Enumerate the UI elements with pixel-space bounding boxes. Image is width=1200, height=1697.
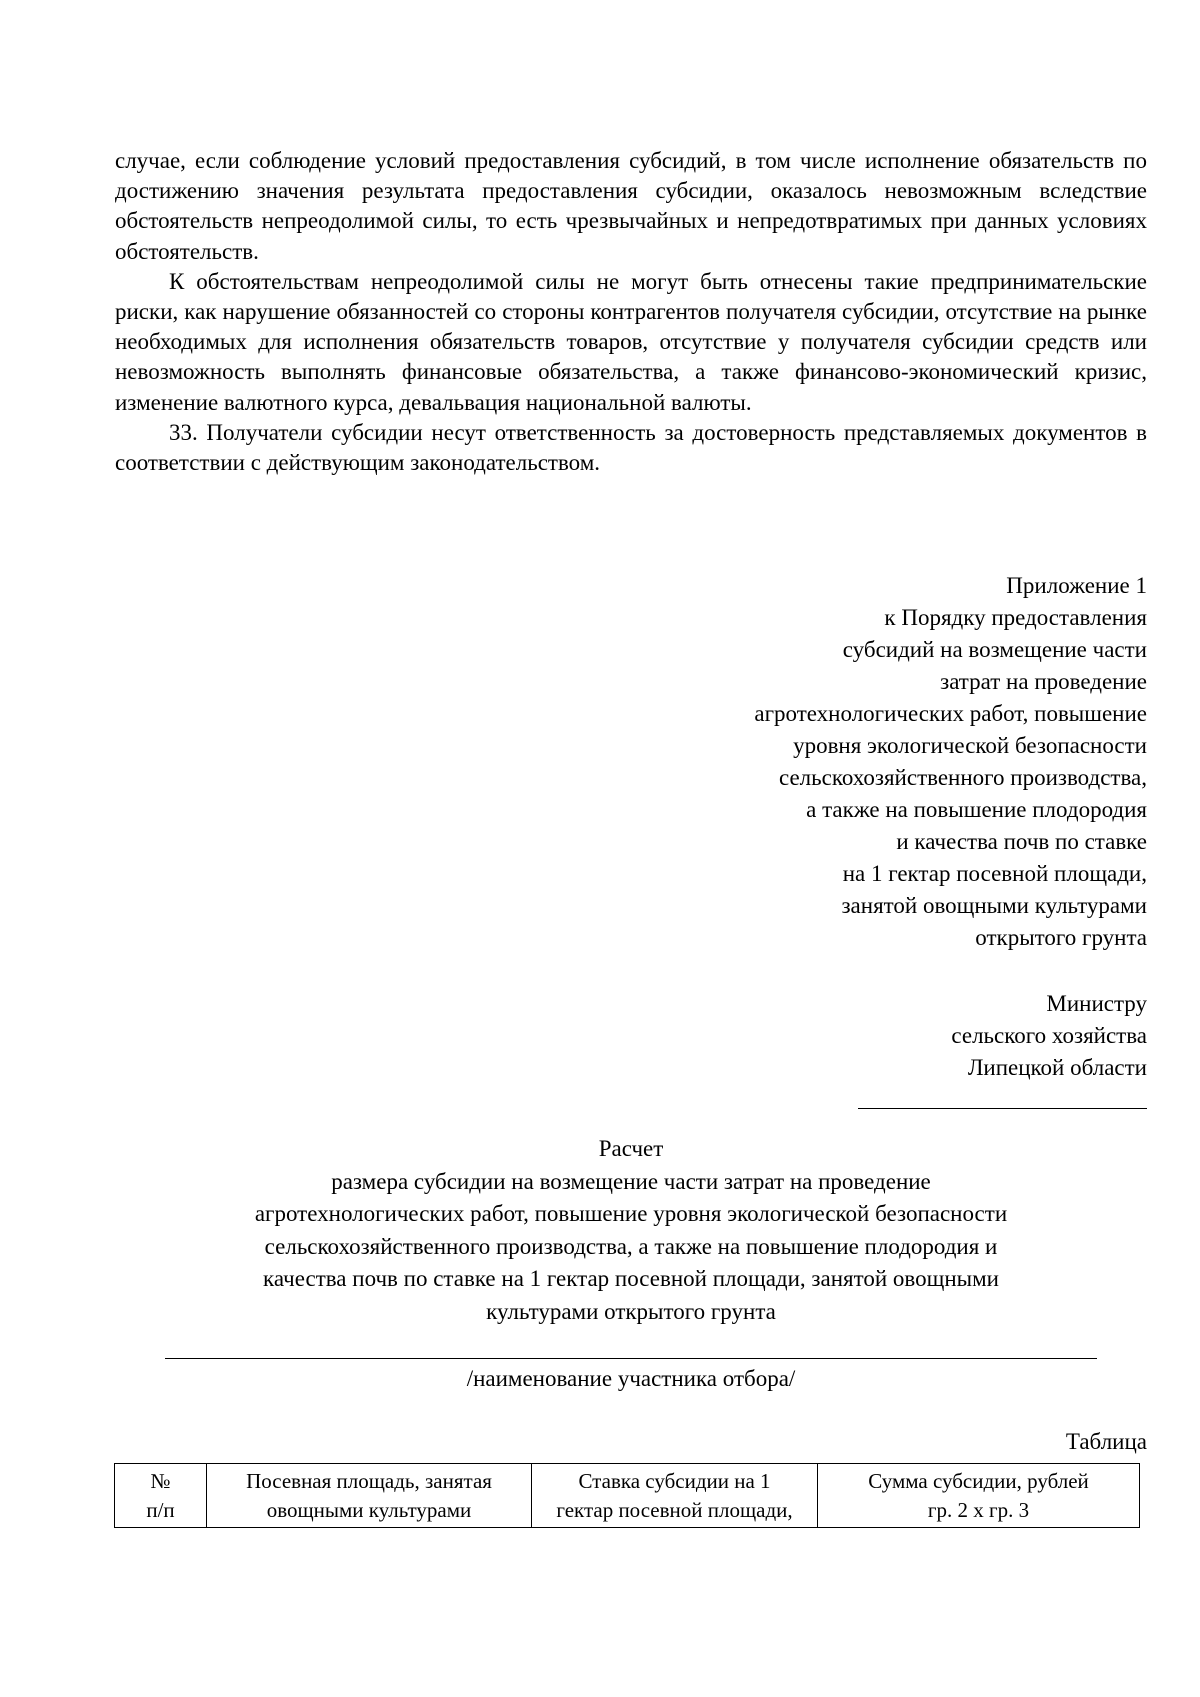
header-text: гектар посевной площади, (556, 1498, 793, 1522)
appendix-line: а также на повышение плодородия (806, 797, 1147, 822)
header-cell-area (207, 1464, 532, 1528)
calculation-table (114, 1463, 1140, 1528)
header-text: Посевная площадь, занятая (246, 1469, 492, 1493)
addressee-block (951, 988, 1147, 1084)
addressee-line: сельского хозяйства (951, 1023, 1147, 1048)
header-text: Ставка субсидии на 1 (578, 1469, 771, 1493)
paragraph-3: 33. Получатели субсидии несут ответственность за достоверность представляемых документов в соответствии с действующим законодательством. (115, 419, 1147, 476)
paragraph-1: случае, если соблюдение условий предоставления субсидий, в том числе исполнение обязательств по достижению значения результата предоставления субсидии, оказалось невозможным вследствие обстоятельств непреодолимой силы, то есть чрезвычайных и непредотвратимых при данных условиях обстоятельств. (115, 148, 1147, 264)
appendix-line: к Порядку предоставления (884, 605, 1147, 630)
participant-caption: /наименование участника отбора/ (466, 1366, 796, 1391)
table-label: Таблица (1065, 1429, 1147, 1454)
addressee-signature-rule (858, 1108, 1147, 1109)
addressee-line: Липецкой области (967, 1055, 1147, 1080)
title-line: размера субсидии на возмещение части затрат на проведение (331, 1168, 931, 1194)
appendix-header (754, 570, 1147, 954)
title-line: культурами открытого грунта (486, 1298, 776, 1324)
header-text: № (150, 1469, 171, 1493)
appendix-line: занятой овощными культурами (841, 893, 1147, 918)
body-text (115, 146, 1147, 478)
paragraph-2: К обстоятельствам непреодолимой силы не могут быть отнесены такие предпринимательские риски, как нарушение обязанностей со стороны контрагентов получателя субсидии, отсутствие на рынке необходимых для исполнения обязательств товаров, отсутствие у получателя субсидии средств или невозможность выполнять финансовые обязательства, а также финансово-экономический кризис, изменение валютного курса, девальвация национальной валюты. (115, 268, 1147, 415)
appendix-line: открытого грунта (975, 925, 1147, 950)
appendix-line: на 1 гектар посевной площади, (842, 861, 1147, 886)
header-text: гр. 2 х гр. 3 (927, 1498, 1030, 1522)
participant-name-rule (165, 1358, 1097, 1359)
header-cell-rate (532, 1464, 818, 1528)
addressee-line: Министру (1046, 991, 1147, 1016)
appendix-line: Приложение 1 (1006, 573, 1147, 598)
header-cell-sum (818, 1464, 1140, 1528)
appendix-line: субсидий на возмещение части (842, 637, 1147, 662)
title-line: агротехнологических работ, повышение уровня экологической безопасности (254, 1201, 1008, 1226)
header-cell-number (115, 1464, 207, 1528)
title-line: качества почв по ставке на 1 гектар посевной площади, занятой овощными (263, 1266, 999, 1291)
title-line: сельскохозяйственного производства, а также на повышение плодородия и (264, 1233, 998, 1259)
header-text: Сумма субсидии, рублей (868, 1469, 1089, 1493)
header-text: п/п (146, 1498, 175, 1522)
appendix-line: уровня экологической безопасности (793, 733, 1147, 758)
appendix-line: сельскохозяйственного производства, (778, 765, 1147, 790)
table-header-row (115, 1464, 1140, 1528)
header-text: овощными культурами (266, 1498, 472, 1522)
appendix-line: агротехнологических работ, повышение (754, 701, 1147, 726)
appendix-line: и качества почв по ставке (896, 829, 1147, 854)
title-line: Расчет (598, 1136, 664, 1161)
appendix-line: затрат на проведение (940, 669, 1147, 694)
calculation-title (115, 1133, 1147, 1328)
